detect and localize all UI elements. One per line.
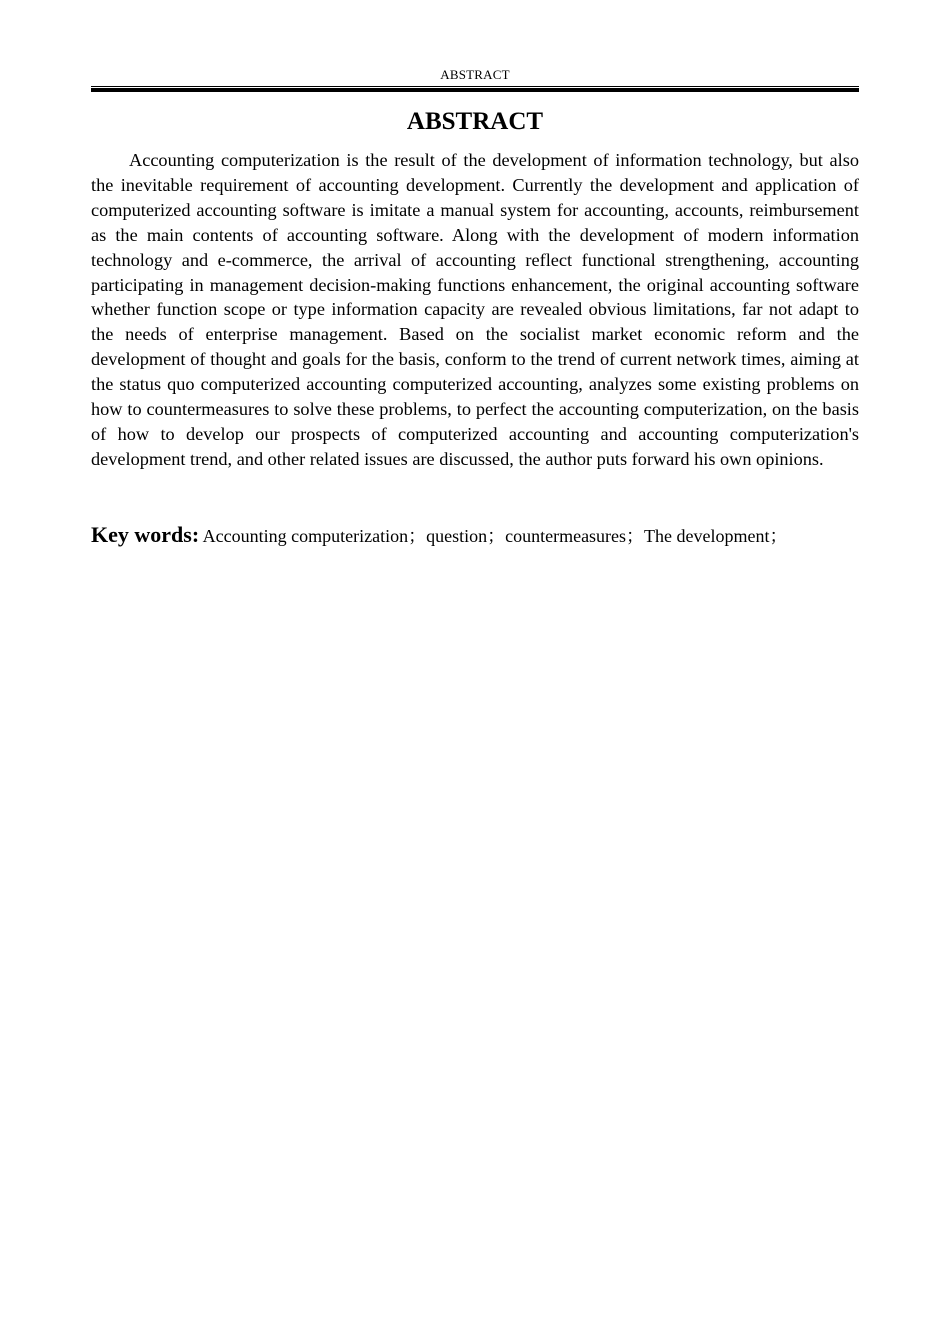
header-rule-thin [91, 86, 859, 87]
keywords-label: Key words: [91, 522, 200, 547]
running-header: ABSTRACT [440, 67, 510, 82]
abstract-title: ABSTRACT [406, 108, 544, 135]
keywords-text: Accounting computerization；question；countermeasures；The development； [202, 526, 788, 546]
header-rule-thick [91, 88, 859, 92]
abstract-body: Accounting computerization is the result of the development of information technology, but also the inevitable requirement of accounting development. Currently the development and application of computerized accounting software is imitate a manual system for accounting, accounts, reimbursement as the main contents of accounting software. Along with the development of modern information technology and e-commerce, the arrival of accounting reflect functional strengthening, accounting participating in management decision-making functions enhancement, the original accounting software whether function scope or type information capacity are revealed obvious limitations, far not adapt to the needs of enterprise management. Based on the socialist market economic reform and the development of thought and goals for the basis, conform to the trend of current network times, aiming at the status quo computerized accounting computerized accounting, analyzes some existing problems on how to countermeasures to solve these problems, to perfect the accounting computerization, on the basis of how to develop our prospects of computerized accounting and accounting computerization's development trend, and other related issues are discussed, the author puts forward his own opinions. [91, 150, 859, 469]
keywords-line [91, 520, 859, 551]
